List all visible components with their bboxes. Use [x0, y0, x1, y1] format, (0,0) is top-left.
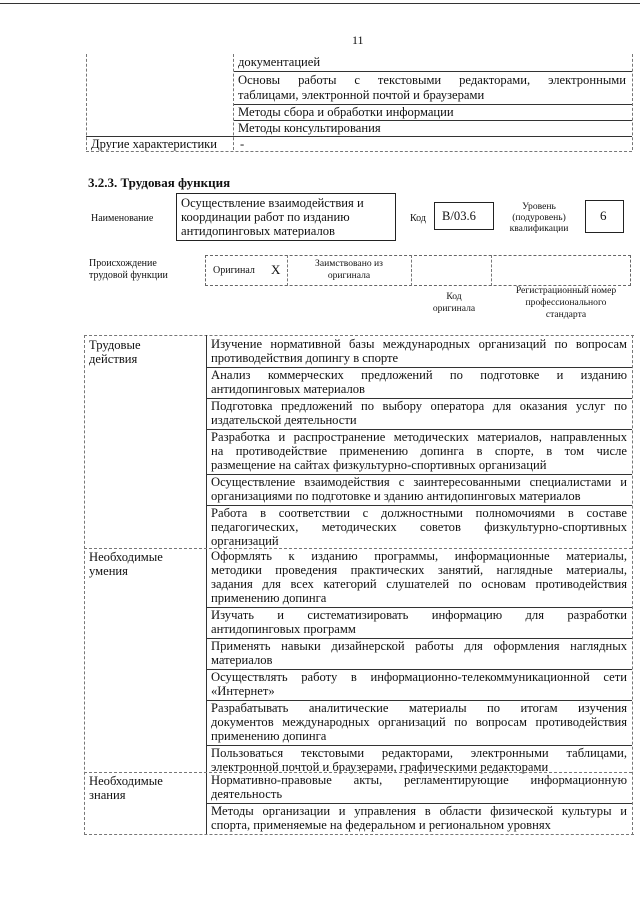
skill-6-l1: Пользоваться текстовыми редакторами, электронными таблицами, — [211, 746, 627, 760]
labor-action-4-l3: размещение на сайтах физкультурно-спортивных организаций — [211, 458, 547, 472]
origin-divider — [491, 255, 492, 286]
skill-2-l2: антидопинговых программ — [211, 622, 356, 636]
skill-5-l1: Разрабатывать аналитические материалы по итогам изучения — [211, 701, 627, 715]
knowledge-1-l1: Нормативно-правовые акты, регламентирующие информационную — [211, 773, 627, 787]
labor-action-2-l2: антидопинговых материалов — [211, 382, 366, 396]
skill-4-l2: «Интернет» — [211, 684, 275, 698]
reg-caption-1: Регистрационный номер — [515, 285, 617, 296]
other-characteristics-value: - — [240, 137, 245, 151]
labor-actions-label-1: Трудовые — [89, 338, 141, 352]
skill-1-l4: применению допинга — [211, 591, 327, 605]
labor-action-6-l3: организаций — [211, 534, 279, 548]
main-table-divider — [206, 335, 207, 835]
labor-action-1-l2: противодействия допингу в спорте — [211, 351, 399, 365]
skills-label-1: Необходимые — [89, 550, 163, 564]
top-row-2-line-2: таблицами, электронной почтой и браузерами — [238, 88, 485, 102]
page-number: 11 — [352, 33, 364, 47]
code-caption-2: оригинала — [432, 303, 476, 314]
skill-5-l3: применению допинга — [211, 729, 327, 743]
top-row-4: Методы консультирования — [238, 121, 381, 135]
skill-1-l3: задания для всех категорий слушателей по основам противодействия — [211, 577, 627, 591]
knowledge-2-l2: спорта, применяемые на федеральном и региональном уровнях — [211, 818, 551, 832]
original-mark: X — [271, 262, 281, 277]
level-value: 6 — [600, 208, 607, 223]
borrowed-label-1: Заимствовано из — [315, 258, 383, 269]
top-border — [0, 3, 640, 4]
level-label-2: (подуровень) — [512, 212, 566, 223]
code-label: Код — [410, 213, 426, 224]
section-title: 3.2.3. Трудовая функция — [88, 175, 231, 190]
reg-caption-3: стандарта — [545, 309, 587, 320]
labor-actions-label-2: действия — [89, 352, 138, 366]
top-row-sep — [234, 71, 632, 72]
labor-action-6-l1: Работа в соответствии с должностными полномочиями в составе — [211, 506, 627, 520]
skill-3-l2: материалов — [211, 653, 273, 667]
labor-action-3-l2: издательской деятельности — [211, 413, 357, 427]
code-caption-1: Код — [446, 291, 462, 302]
top-row-3: Методы сбора и обработки информации — [238, 105, 454, 119]
other-characteristics-label: Другие характеристики — [91, 137, 218, 151]
name-label: Наименование — [91, 213, 154, 224]
labor-action-5-l1: Осуществление взаимодействия с заинтересованными специалистами и — [211, 475, 627, 489]
name-value-line-1: Осуществление взаимодействия и — [181, 196, 364, 210]
skill-3-l1: Применять навыки дизайнерской работы для оформления наглядных — [211, 639, 627, 653]
origin-label-1: Происхождение — [89, 258, 157, 269]
code-value: В/03.6 — [442, 209, 476, 223]
skill-4-l1: Осуществлять работу в информационно-телекоммуникационной сети — [211, 670, 627, 684]
skill-6-l2: электронной почтой и браузерами, графическими редакторами — [211, 760, 549, 774]
level-label-3: квалификации — [509, 223, 569, 234]
borrowed-label-2: оригинала — [327, 270, 371, 281]
labor-action-4-l2: на противодействие применению допинга в спорте, в том числе — [211, 444, 627, 458]
main-table-left — [84, 335, 85, 835]
main-table-bottom — [84, 834, 634, 835]
original-label: Оригинал — [213, 265, 255, 276]
name-value-line-3: антидопинговых материалов — [181, 224, 336, 238]
skill-2-l1: Изучать и систематизировать информацию для разработки — [211, 608, 627, 622]
labor-action-1-l1: Изучение нормативной базы международных организаций по вопросам — [211, 337, 627, 351]
origin-divider — [411, 255, 412, 286]
knowledge-label-1: Необходимые — [89, 774, 163, 788]
labor-action-5-l2: организациями по подготовке и зданию антидопинговых материалов — [211, 489, 581, 503]
top-row-1: документацией — [238, 55, 321, 69]
skills-label-2: умения — [89, 564, 128, 578]
level-label-1: Уровень — [522, 201, 556, 212]
knowledge-2-l1: Методы организации и управления в области физической культуры и — [211, 804, 627, 818]
labor-action-4-l1: Разработка и распространение методических материалов, направленных — [211, 430, 627, 444]
top-table-right-border — [632, 54, 633, 150]
main-table-top — [84, 335, 634, 336]
skill-1-l1: Оформлять к изданию программы, информационные материалы, — [211, 549, 627, 563]
origin-divider — [287, 255, 288, 286]
labor-action-3-l1: Подготовка предложений по выбору оператора для оказания услуг по — [211, 399, 627, 413]
knowledge-label-2: знания — [89, 788, 126, 802]
name-value-line-2: координации работ по изданию — [181, 210, 350, 224]
reg-caption-2: профессионального — [525, 297, 607, 308]
main-table-right — [632, 335, 633, 835]
knowledge-1-l2: деятельность — [211, 787, 283, 801]
top-table-bottom — [86, 151, 632, 152]
skill-5-l2: документов международных организаций по вопросам противодействия — [211, 715, 627, 729]
origin-box — [205, 255, 631, 286]
top-row-2-line-1: Основы работы с текстовыми редакторами, электронными — [238, 73, 626, 87]
skill-1-l2: методики проведения практических занятий, наглядные материалы, — [211, 563, 627, 577]
labor-action-6-l2: педагогических, методических советов физкультурно-спортивных — [211, 520, 627, 534]
origin-label-2: трудовой функции — [89, 270, 168, 281]
labor-action-2-l1: Анализ коммерческих предложений по подготовке и изданию — [211, 368, 627, 382]
